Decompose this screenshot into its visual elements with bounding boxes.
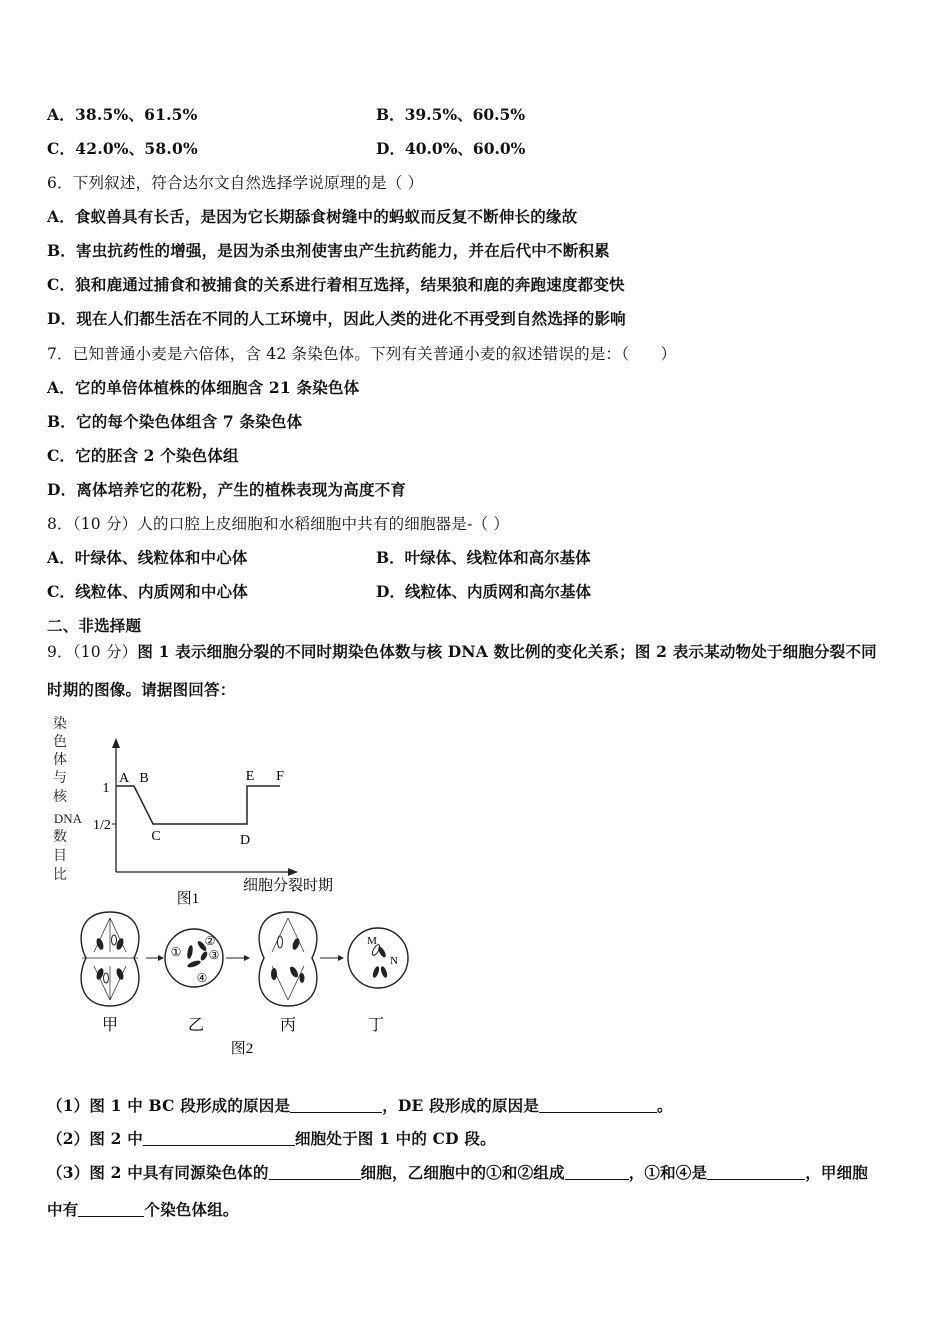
q8-option-a: A．叶绿体、线粒体和中心体 [47,548,248,567]
q7-stem: 7．已知普通小麦是六倍体，含 42 条染色体。下列有关普通小麦的叙述错误的是：（ ） [47,345,677,363]
q5-option-d: D．40.0%、60.0% [376,139,526,158]
mark-3: ③ [208,948,220,962]
ylabel-char: 体 [53,753,67,768]
q9-sub3: （3）图 2 中具有同源染色体的 细胞，乙细胞中的①和②组成 ，①和④是 ，甲细胞 [47,1163,869,1182]
q7-option-d: D．离体培养它的花粉，产生的植株表现为高度不育 [47,480,407,499]
q8-option-d: D．线粒体、内质网和高尔基体 [376,582,591,601]
ylabel-char: 数 [53,830,67,845]
answer-blank[interactable] [290,1098,382,1113]
ratio-curve [116,786,280,824]
q7-option-b: B．它的每个染色体组含 7 条染色体 [47,412,303,431]
answer-blank[interactable] [269,1165,361,1180]
ylabel-char: 与 [53,771,67,786]
q5-option-b: B．39.5%、60.5% [376,105,526,124]
ylabel-char: 染 [53,717,67,732]
ylabel-char: 比 [53,868,67,883]
ytick-1: 1 [102,781,110,796]
answer-blank[interactable] [539,1098,657,1113]
q7-option-a: A．它的单倍体植株的体细胞含 21 条染色体 [47,378,360,397]
point-label-d: D [239,833,251,848]
mark-2: ② [204,934,216,948]
cell-bing [259,912,317,1006]
mark-1: ① [170,945,182,959]
figure-1-caption: 图1 [176,891,200,907]
point-label-c: C [151,829,161,844]
answer-blank[interactable] [143,1131,295,1146]
q7-option-c: C．它的胚含 2 个染色体组 [47,446,239,465]
cell-label-bing: 丙 [279,1017,297,1034]
cell-jia [81,912,139,1006]
q8-option-c: C．线粒体、内质网和中心体 [47,582,248,601]
figure-1-graph [40,712,360,912]
q8-stem: 8．（10 分）人的口腔上皮细胞和水稻细胞中共有的细胞器是-（ ） [47,515,510,533]
ytick-half: 1/2 [93,818,111,833]
ylabel-char: 色 [53,735,67,750]
mark-n: N [390,955,398,967]
figure-2-cells [70,908,420,1058]
q9-sub2: （2）图 2 中 细胞处于图 1 中的 CD 段。 [47,1129,496,1148]
answer-blank[interactable] [707,1165,805,1180]
point-label-e: E [245,769,255,784]
cell-label-jia: 甲 [101,1017,119,1034]
mark-4: ④ [196,971,208,985]
figure-2-caption: 图2 [230,1041,254,1057]
cell-ding-chromosomes [371,944,389,979]
q6-option-d: D．现在人们都生活在不同的人工环境中，因此人类的进化不再受到自然选择的影响 [47,309,626,328]
x-axis-arrow [288,868,298,876]
q6-option-b: B．害虫抗药性的增强，是因为杀虫剂使害虫产生抗药能力，并在后代中不断积累 [47,241,610,260]
answer-blank[interactable] [565,1165,629,1180]
q6-option-c: C．狼和鹿通过捕食和被捕食的关系进行着相互选择，结果狼和鹿的奔跑速度都变快 [47,275,625,294]
ylabel-char: DNA [53,811,83,826]
q8-option-b: B．叶绿体、线粒体和高尔基体 [376,548,591,567]
cell-ding [348,928,408,988]
ylabel-char: 目 [53,849,67,864]
q9-sub3-line2: 中有 个染色体组。 [47,1200,239,1219]
cell-label-ding: 丁 [367,1017,385,1034]
q9-stem-line1: 9．（10 分）图 1 表示细胞分裂的不同时期染色体数与核 DNA 数比例的变化关系；图 2 表示某动物处于细胞分裂不同 [47,642,877,661]
q9-stem-line2: 时期的图像。请据图回答： [47,680,236,699]
ylabel-char: 核 [53,790,67,805]
point-label-a: A [118,771,130,786]
q6-option-a: A．食蚁兽具有长舌，是因为它长期舔食树缝中的蚂蚁而反复不断伸长的缘故 [47,207,578,226]
q6-stem: 6．下列叙述，符合达尔文自然选择学说原理的是（ ） [47,174,424,192]
point-label-b: B [139,771,149,786]
mark-m: M [367,935,377,947]
y-axis-arrow [112,738,120,748]
q5-option-c: C．42.0%、58.0% [47,139,198,158]
q5-option-a: A．38.5%、61.5% [47,105,198,124]
q9-sub1: （1）图 1 中 BC 段形成的原因是 ，DE 段形成的原因是 。 [47,1096,673,1115]
cell-label-yi: 乙 [187,1017,205,1034]
point-label-f: F [276,769,284,784]
section-heading: 二、非选择题 [47,616,142,635]
answer-blank[interactable] [78,1202,144,1217]
x-axis-label: 细胞分裂时期 [242,878,334,894]
